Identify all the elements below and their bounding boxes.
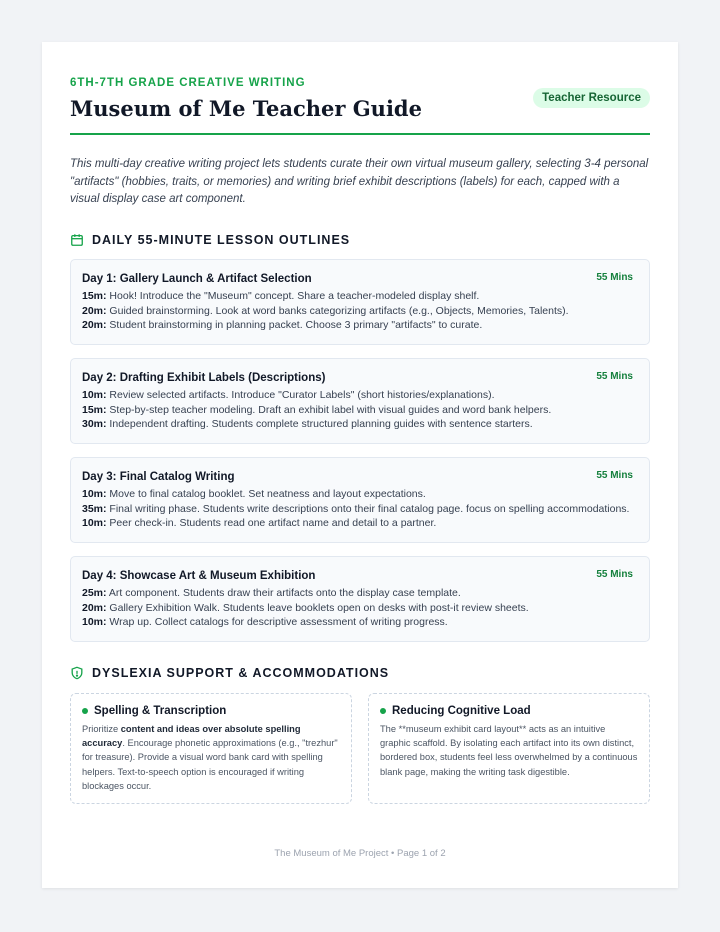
lesson-duration: 55 Mins	[596, 371, 633, 382]
lesson-duration: 55 Mins	[596, 470, 633, 481]
lesson-card-day-3	[70, 457, 650, 543]
step-time: 35m:	[82, 502, 107, 515]
step-time: 20m:	[82, 319, 107, 332]
lesson-card-day-4	[70, 556, 650, 642]
support-card-cognitive-load	[368, 693, 650, 804]
support-section-heading	[70, 666, 389, 680]
lesson-card-day-1	[70, 259, 650, 345]
support-card-title-text: Reducing Cognitive Load	[392, 705, 531, 717]
lesson-step	[82, 417, 638, 432]
body-post: . Encourage phonetic approximations (e.g., "trezhur" for treasure). Provide a visual word bank card with spelling helpers. Text-to-speech option is encouraged if writing blockages occur.	[82, 738, 338, 791]
step-time: 15m:	[82, 403, 107, 416]
step-time: 20m:	[82, 304, 107, 317]
step-text: Guided brainstorming. Look at word banks categorizing artifacts (e.g., Objects, Memories, Talents).	[106, 304, 569, 317]
lesson-step	[82, 487, 638, 502]
step-time: 25m:	[82, 587, 107, 599]
lesson-title: Day 1: Gallery Launch & Artifact Selection	[82, 273, 312, 285]
guide-page	[42, 42, 678, 888]
body-emphasis: content and ideas over absolute spelling accuracy	[82, 724, 301, 749]
intro-paragraph: This multi-day creative writing project lets students curate their own virtual museum gallery, selecting 3-4 personal "artifacts" (hobbies, traits, or memories) and writing brief exhibit descriptions (labels) for each, capped with a visual display case art component.	[70, 158, 649, 205]
step-text: Move to final catalog booklet. Set neatness and layout expectations.	[106, 488, 426, 500]
step-time: 30m:	[82, 418, 107, 431]
calendar-icon	[70, 233, 84, 247]
step-time: 10m:	[82, 616, 107, 629]
step-text: Art component. Students draw their artifacts onto the display case template.	[106, 587, 461, 599]
lesson-step	[82, 388, 638, 403]
step-text: Gallery Exhibition Walk. Students leave booklets open on desks with post-it review sheets.	[106, 601, 529, 614]
step-time: 10m:	[82, 517, 107, 530]
shield-icon	[70, 666, 84, 680]
lesson-card-day-2	[70, 358, 650, 444]
support-card-title	[82, 705, 340, 717]
step-text: Student brainstorming in planning packet. Choose 3 primary "artifacts" to curate.	[106, 319, 483, 332]
lesson-duration: 55 Mins	[596, 272, 633, 283]
step-text: Hook! Introduce the "Museum" concept. Share a teacher-modeled display shelf.	[106, 290, 480, 302]
step-text: Independent drafting. Students complete structured planning guides with sentence starters.	[106, 418, 533, 431]
lesson-step	[82, 615, 638, 630]
lesson-step	[82, 318, 638, 333]
bullet-dot-icon	[380, 708, 386, 714]
lesson-step	[82, 502, 638, 517]
step-text: Final writing phase. Students write descriptions onto their final catalog page. focus on spelling accommodations.	[106, 502, 630, 515]
title-divider	[70, 133, 650, 135]
step-time: 20m:	[82, 601, 107, 614]
support-card-body	[82, 722, 340, 793]
lessons-heading-text: DAILY 55-MINUTE LESSON OUTLINES	[92, 233, 351, 247]
step-time: 10m:	[82, 488, 107, 500]
body-pre: Prioritize	[82, 724, 121, 734]
lesson-step	[82, 601, 638, 616]
teacher-resource-badge: Teacher Resource	[533, 88, 650, 108]
lesson-step	[82, 516, 638, 531]
step-text: Wrap up. Collect catalogs for descriptive assessment of writing progress.	[106, 616, 448, 629]
support-heading-text: DYSLEXIA SUPPORT & ACCOMMODATIONS	[92, 666, 390, 680]
step-time: 10m:	[82, 389, 107, 401]
support-card-title-text: Spelling & Transcription	[94, 705, 227, 717]
support-card-spelling	[70, 693, 352, 804]
lesson-step	[82, 304, 638, 319]
lesson-duration: 55 Mins	[596, 569, 633, 580]
lesson-title: Day 4: Showcase Art & Museum Exhibition	[82, 570, 316, 582]
lesson-step	[82, 289, 638, 304]
bullet-dot-icon	[82, 708, 88, 714]
lesson-title: Day 2: Drafting Exhibit Labels (Descriptions)	[82, 372, 326, 384]
step-text: Peer check-in. Students read one artifact name and detail to a partner.	[106, 517, 437, 530]
support-card-title	[380, 705, 638, 717]
support-card-body: The **museum exhibit card layout** acts as an intuitive graphic scaffold. By isolating each artifact into its own distinct, bordered box, students feel less overwhelmed by a continuous blank page, making the writing task digestible.	[380, 724, 638, 777]
grade-eyebrow: 6TH-7TH GRADE CREATIVE WRITING	[70, 77, 306, 89]
step-text: Review selected artifacts. Introduce "Curator Labels" (short histories/explanations).	[106, 389, 495, 401]
page-footer: The Museum of Me Project • Page 1 of 2	[274, 848, 446, 859]
step-time: 15m:	[82, 290, 107, 302]
page-title: Museum of Me Teacher Guide	[70, 96, 422, 121]
step-text: Step-by-step teacher modeling. Draft an exhibit label with visual guides and word bank helpers.	[106, 403, 552, 416]
lesson-step	[82, 586, 638, 601]
lesson-step	[82, 403, 638, 418]
lessons-section-heading	[70, 233, 350, 247]
lesson-title: Day 3: Final Catalog Writing	[82, 471, 235, 483]
